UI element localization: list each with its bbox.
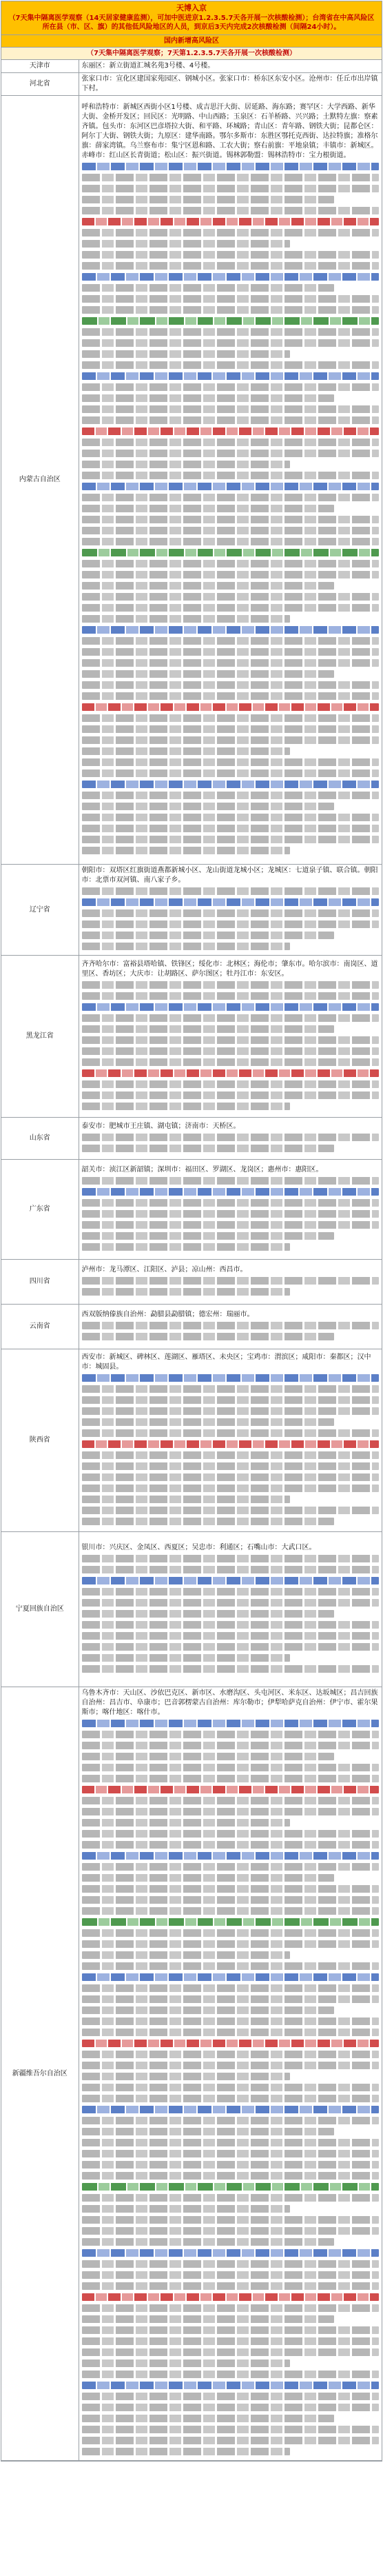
table-row xyxy=(1,1118,382,1160)
table-row xyxy=(1,96,382,865)
region-detail xyxy=(79,1118,382,1160)
region-detail xyxy=(79,1160,382,1260)
region-name: 天津市 xyxy=(1,60,79,73)
region-name: 四川省 xyxy=(1,1260,79,1305)
region-name: 广东省 xyxy=(1,1160,79,1260)
region-name: 山东省 xyxy=(1,1118,79,1160)
region-detail-text: 银川市：兴庆区、金凤区、西夏区；吴忠市：利通区；石嘴山市：大武口区。 xyxy=(81,1543,316,1551)
table-row xyxy=(1,73,382,96)
table-row xyxy=(1,865,382,956)
region-detail-text: 西安市：新城区、碑林区、莲湖区、雁塔区、未央区；宝鸡市：渭滨区；咸阳市：秦都区；汉中市：城固县。 xyxy=(81,1353,371,1371)
region-detail xyxy=(79,1687,382,2461)
notice-header xyxy=(1,1,382,35)
table-row xyxy=(1,956,382,1118)
table-row xyxy=(1,1260,382,1305)
table-row xyxy=(1,1305,382,1349)
region-name: 陕西省 xyxy=(1,1349,79,1532)
region-detail-text: 乌鲁木齐市：天山区、沙依巴克区、新市区、水磨沟区、头屯河区、米东区、达坂城区；昌吉回族自治州：昌吉市、阜康市；巴音郭楞蒙古自治州：库尔勒市；伊犁哈萨克自治州：伊宁市、霍尔果斯市；喀什地区：喀什市。 xyxy=(81,1689,378,1716)
region-detail xyxy=(79,96,382,865)
region-name: 内蒙古自治区 xyxy=(1,96,79,865)
table-row xyxy=(1,60,382,73)
region-detail xyxy=(79,1349,382,1532)
region-detail xyxy=(79,1532,382,1687)
region-detail-text: 泰安市：肥城市王庄镇、湖屯镇；济南市：天桥区。 xyxy=(81,1122,240,1130)
region-detail xyxy=(79,73,382,96)
table-row xyxy=(1,1532,382,1687)
region-detail xyxy=(79,956,382,1118)
section-title: 国内新增高风险区 xyxy=(1,35,382,48)
section-subtitle: （7天集中隔离医学观察；7天第1.2.3.5.7天各开展一次核酸检测） xyxy=(1,48,382,60)
region-detail-text: 张家口市：宣化区建国家苑园区、钢城小区。张家口市：桥东区东安小区。沧州市：任丘市出岸镇下村。 xyxy=(81,75,378,92)
region-detail xyxy=(79,60,382,73)
notice-subtitle: （7天集中隔离医学观察（14天居家健康监测），可加中医进京1.2.3.5.7天各开展一次核酸检测）；台湾省在中高风险区所在县（市、区、旗）的其他低风险地区的人员，到京后3天内完成2次核酸检测（间隔24小时）。 xyxy=(8,14,375,31)
region-detail xyxy=(79,1260,382,1305)
region-detail xyxy=(79,865,382,956)
region-detail-text: 韶关市：浈江区新韶镇；深圳市：福田区、罗湖区、龙岗区；惠州市：惠阳区。 xyxy=(81,1165,323,1174)
region-name: 辽宁省 xyxy=(1,865,79,956)
region-detail xyxy=(79,1305,382,1349)
table-row xyxy=(1,1687,382,2461)
region-detail-text: 齐齐哈尔市：富裕县塔哈镇、铁锋区；绥化市：北林区；海伦市；肇东市。哈尔滨市：南岗区、道里区、香坊区；大庆市：让胡路区、萨尔图区；牡丹江市：东安区。 xyxy=(81,960,378,978)
region-detail-text: 呼和浩特市：新城区西街小区1号楼、成吉思汗大街、居延路、海东路；赛罕区：大学西路、新华大街、金桥开发区；回民区：光明路、中山西路；玉泉区：石羊桥路、兴兴路；土默特左旗：察素齐镇。包头市：东河区巴彦塔拉大街、和平路、环城路；青山区：青年路、钢铁大街；昆都仑区：阿尔丁大街、钢铁大街；九原区：建华南路。鄂尔多斯市：东胜区鄂托克西街、达拉特旗；准格尔旗：薛家湾镇。乌兰察布市：集宁区恩和路、工农大街；察右前旗：平地泉镇；丰镇市：新城区。赤峰市：红山区长青街道；松山区：振兴街道。锡林郭勒盟：锡林浩特市：宝力根街道。 xyxy=(81,103,378,159)
region-name: 云南省 xyxy=(1,1305,79,1349)
region-detail-text: 东丽区：新立街道汇城名苑3号楼、4号楼。 xyxy=(81,62,215,70)
region-detail-text: 西双版纳傣族自治州：勐腊县勐腊镇；德宏州：瑞丽市。 xyxy=(81,1310,254,1318)
table-row xyxy=(1,1160,382,1260)
region-detail-text: 泸州市：龙马潭区、江阳区、泸县；凉山州：西昌市。 xyxy=(81,1265,247,1274)
region-detail-text: 朝阳市：双塔区红旗街道燕都新城小区、龙山街道龙城小区；龙城区：七道泉子镇、联合镇。朝阳市：北票市双河镇、南八家子乡。 xyxy=(81,867,378,884)
region-name: 黑龙江省 xyxy=(1,956,79,1118)
risk-area-notice xyxy=(1,1,382,2462)
risk-area-table xyxy=(1,60,382,2461)
region-name: 新疆维吾尔自治区 xyxy=(1,1687,79,2461)
region-name: 河北省 xyxy=(1,73,79,96)
table-row xyxy=(1,1349,382,1532)
notice-title: 天博入京 xyxy=(176,3,207,12)
region-name: 宁夏回族自治区 xyxy=(1,1532,79,1687)
